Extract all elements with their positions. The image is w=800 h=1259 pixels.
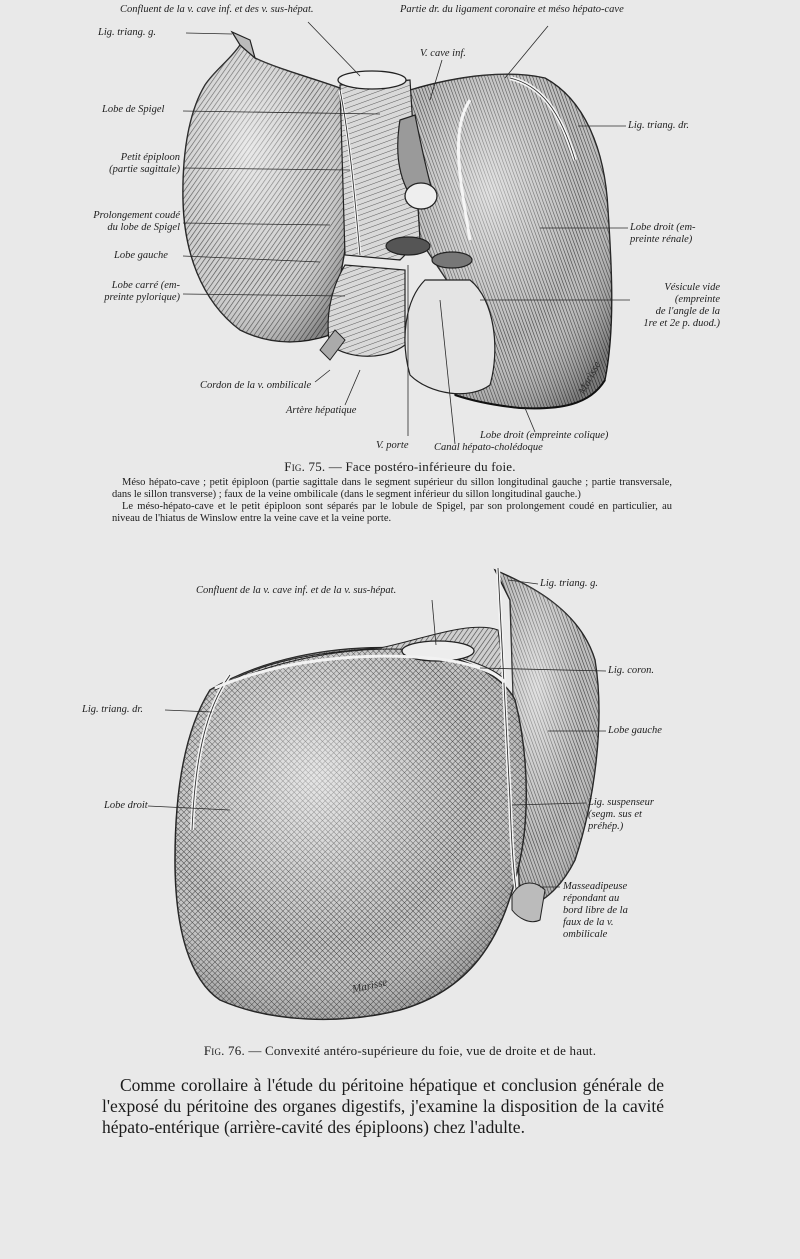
body-paragraph [102,1075,664,1138]
liver-fig75 [183,32,612,408]
label-vesicule-line1: Vésicule vide [664,282,720,293]
label-prolongement-line2: du lobe de Spigel [107,222,180,233]
label-lig-suspenseur-line2: (segm. sus et [588,809,642,820]
label-vesicule-line3: de l'angle de la [655,306,720,317]
label-lig-triang-dr-76: Lig. triang. dr. [82,704,143,715]
label-lobe-carre-line2: preinte pylorique) [104,292,180,303]
label-masse-line1: Masseadipeuse [563,881,628,892]
label-cordon: Cordon de la v. ombilicale [200,380,312,391]
label-lobe-carre [80,280,180,304]
body-paragraph-text: Comme corollaire à l'étude du péritoine hépatique et conclusion générale de l'exposé du péritoine des organes digestifs, j'examine la disposition de la cavité hépato-entérique (arrière-cavité des épiploons) chez l'adulte. [102,1075,664,1137]
label-prolongement-line1: Prolongement coudé [93,210,180,221]
label-masse-line5: ombilicale [563,929,608,940]
label-v-porte: V. porte [376,440,409,451]
label-lobe-gauche-76: Lobe gauche [608,725,662,736]
label-masse-line3: bord libre de la [563,905,628,916]
figure-75-title: — Face postéro-inférieure du foie. [328,459,516,474]
figure-75-legend-p2: Le méso-hépato-cave et le petit épiploon sont séparés par le lobule de Spigel, par son prolongement coudé en particulier, au niveau de l'hiatus de Winslow entre la veine cave et la veine porte. [112,501,672,524]
figure-75-number: Fig. 75. [284,459,326,474]
label-lobe-carre-line1: Lobe carré (em- [111,280,180,291]
signature-76: Marisse [351,976,389,996]
label-lobe-droit-renal [630,222,696,246]
label-petit-epiploon-line1: Petit épiploon [120,152,180,163]
label-vesicule-line4: 1re et 2e p. duod.) [643,318,720,329]
figure-75-caption [0,459,800,475]
figure-76-number: Fig. 76. [203,1043,245,1058]
label-prolongement [62,210,180,234]
label-confluent-76: Confluent de la v. cave inf. et de la v. sus-hépat. [196,585,397,596]
label-v-cave-inf: V. cave inf. [420,48,466,59]
label-petit-epiploon-line2: (partie sagittale) [109,164,180,175]
label-masse-line2: répondant au [563,893,620,904]
label-lig-triang-g-75: Lig. triang. g. [98,27,157,38]
label-lig-suspenseur-line3: préhép.) [588,821,624,832]
label-partie-dr: Partie dr. du ligament coronaire et méso hépato-cave [400,4,624,15]
label-lobe-droit-renal-line2: preinte rénale) [630,234,693,245]
label-lig-triang-dr-75: Lig. triang. dr. [628,120,689,131]
label-lobe-droit-renal-line1: Lobe droit (em- [630,222,696,233]
liver-fig76 [175,568,599,1019]
label-lig-suspenseur-line1: Lig. suspenseur [588,797,654,808]
label-lig-triang-g-76: Lig. triang. g. [540,578,599,589]
label-lobe-droit-colique: Lobe droit (empreinte colique) [480,430,609,441]
label-lig-coron: Lig. coron. [608,665,654,676]
figure-75-legend-p1: Méso hépato-cave ; petit épiploon (partie sagittale dans le segment supérieur du sillon longitudinal gauche ; partie transversale, dans le sillon transverse) ; faux de la veine ombilicale (dans le segment inférieur du sillon longitudinal gauche.) [112,477,672,500]
figure-75-legend [112,477,672,525]
label-masse-line4: faux de la v. [563,917,614,928]
label-lobe-spigel: Lobe de Spigel [102,104,165,115]
label-petit-epiploon [80,152,180,176]
label-vesicule-line2: (empreinte [674,294,720,305]
label-lig-suspenseur [588,797,654,833]
label-lobe-gauche-75: Lobe gauche [114,250,168,261]
label-confluent-75: Confluent de la v. cave inf. et des v. sus-hépat. [120,4,314,15]
label-canal: Canal hépato-cholédoque [434,442,543,453]
figure-76-caption [0,1043,800,1059]
figure-76-title: — Convexité antéro-supérieure du foie, vue de droite et de haut. [248,1043,597,1058]
label-artere: Artère hépatique [286,405,357,416]
label-masse-adipeuse [563,881,628,941]
label-vesicule [620,282,720,330]
signature-75: Marisse [576,359,604,397]
label-lobe-droit-76: Lobe droit [104,800,148,811]
